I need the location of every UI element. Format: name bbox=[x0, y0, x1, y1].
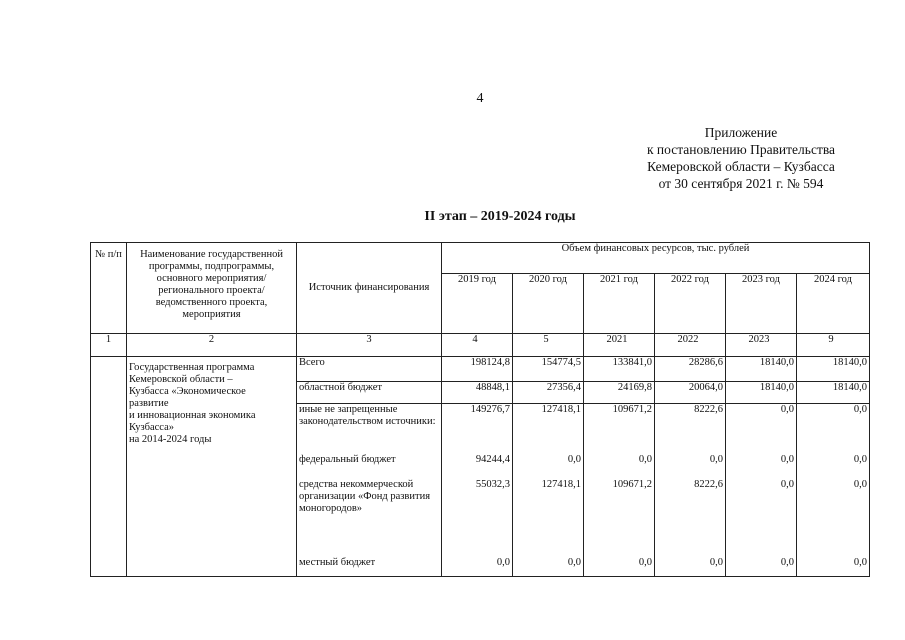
program-name-line: Государственная программа bbox=[129, 362, 255, 373]
value-cell: 154774,5 bbox=[513, 357, 584, 382]
header-volume: Объем финансовых ресурсов, тыс. рублей bbox=[442, 243, 870, 274]
financing-table bbox=[90, 242, 870, 577]
table-row bbox=[91, 357, 870, 382]
appendix-line: Кемеровской области – Кузбасса bbox=[647, 159, 835, 174]
value-cell: 0,0 bbox=[797, 454, 870, 479]
header-num: № п/п bbox=[91, 243, 127, 334]
value-cell: 0,0 bbox=[726, 454, 797, 479]
value-cell: 27356,4 bbox=[513, 382, 584, 404]
value-cell: 0,0 bbox=[726, 479, 797, 557]
header-year: 2023 год bbox=[726, 274, 797, 334]
column-number: 2023 bbox=[726, 334, 797, 357]
appendix-line: к постановлению Правительства bbox=[646, 142, 836, 157]
value-cell: 198124,8 bbox=[442, 357, 513, 382]
value-cell: 0,0 bbox=[584, 454, 655, 479]
column-number: 2021 bbox=[584, 334, 655, 357]
value-cell: 18140,0 bbox=[797, 382, 870, 404]
program-name-line: развитие bbox=[129, 398, 169, 409]
row-num bbox=[91, 357, 127, 577]
value-cell: 0,0 bbox=[797, 557, 870, 577]
source-cell: средства некоммерческой организации «Фонд развития моногородов» bbox=[297, 479, 442, 557]
column-number: 1 bbox=[91, 334, 127, 357]
value-cell: 0,0 bbox=[442, 557, 513, 577]
value-cell: 0,0 bbox=[726, 404, 797, 454]
column-number: 2 bbox=[127, 334, 297, 357]
header-year: 2020 год bbox=[513, 274, 584, 334]
source-cell: местный бюджет bbox=[297, 557, 442, 577]
value-cell: 127418,1 bbox=[513, 479, 584, 557]
value-cell: 55032,3 bbox=[442, 479, 513, 557]
value-cell: 94244,4 bbox=[442, 454, 513, 479]
value-cell: 0,0 bbox=[513, 454, 584, 479]
value-cell: 8222,6 bbox=[655, 404, 726, 454]
source-cell: федеральный бюджет bbox=[297, 454, 442, 479]
program-name-line: на 2014-2024 годы bbox=[129, 434, 212, 445]
column-number: 5 bbox=[513, 334, 584, 357]
value-cell: 48848,1 bbox=[442, 382, 513, 404]
value-cell: 0,0 bbox=[797, 404, 870, 454]
value-cell: 0,0 bbox=[655, 454, 726, 479]
program-name-line: Кузбасса «Экономическое bbox=[129, 386, 246, 397]
value-cell: 8222,6 bbox=[655, 479, 726, 557]
value-cell: 149276,7 bbox=[442, 404, 513, 454]
header-year: 2021 год bbox=[584, 274, 655, 334]
source-cell: областной бюджет bbox=[297, 382, 442, 404]
header-year: 2019 год bbox=[442, 274, 513, 334]
value-cell: 18140,0 bbox=[726, 382, 797, 404]
appendix-line: Приложение bbox=[704, 125, 778, 140]
column-number: 4 bbox=[442, 334, 513, 357]
source-cell: Всего bbox=[297, 357, 442, 382]
page-number: 4 bbox=[476, 91, 484, 106]
header-source: Источник финансирования bbox=[297, 243, 442, 334]
column-number: 2022 bbox=[655, 334, 726, 357]
appendix-line: от 30 сентября 2021 г. № 594 bbox=[658, 176, 824, 191]
value-cell: 18140,0 bbox=[726, 357, 797, 382]
header-name: Наименование государственной программы, подпрограммы, основного мероприятия/регионального проекта/ведомственного проекта, мероприятия bbox=[127, 243, 297, 334]
source-cell: иные не запрещенные законодательством источники: bbox=[297, 404, 442, 454]
value-cell: 24169,8 bbox=[584, 382, 655, 404]
value-cell: 28286,6 bbox=[655, 357, 726, 382]
value-cell: 109671,2 bbox=[584, 404, 655, 454]
value-cell: 0,0 bbox=[797, 479, 870, 557]
header-year: 2024 год bbox=[797, 274, 870, 334]
column-number: 3 bbox=[297, 334, 442, 357]
program-name bbox=[127, 357, 297, 577]
program-name-line: и инновационная экономика bbox=[129, 410, 256, 421]
value-cell: 18140,0 bbox=[797, 357, 870, 382]
value-cell: 0,0 bbox=[655, 557, 726, 577]
value-cell: 0,0 bbox=[513, 557, 584, 577]
value-cell: 109671,2 bbox=[584, 479, 655, 557]
stage-title: II этап – 2019-2024 годы bbox=[424, 209, 576, 224]
appendix-block bbox=[600, 124, 882, 192]
program-name-line: Кемеровской области – bbox=[129, 374, 233, 385]
program-name-line: Кузбасса» bbox=[129, 422, 174, 433]
value-cell: 0,0 bbox=[584, 557, 655, 577]
value-cell: 127418,1 bbox=[513, 404, 584, 454]
value-cell: 20064,0 bbox=[655, 382, 726, 404]
header-year: 2022 год bbox=[655, 274, 726, 334]
column-numbers-row bbox=[91, 334, 870, 357]
value-cell: 0,0 bbox=[726, 557, 797, 577]
value-cell: 133841,0 bbox=[584, 357, 655, 382]
column-number: 9 bbox=[797, 334, 870, 357]
